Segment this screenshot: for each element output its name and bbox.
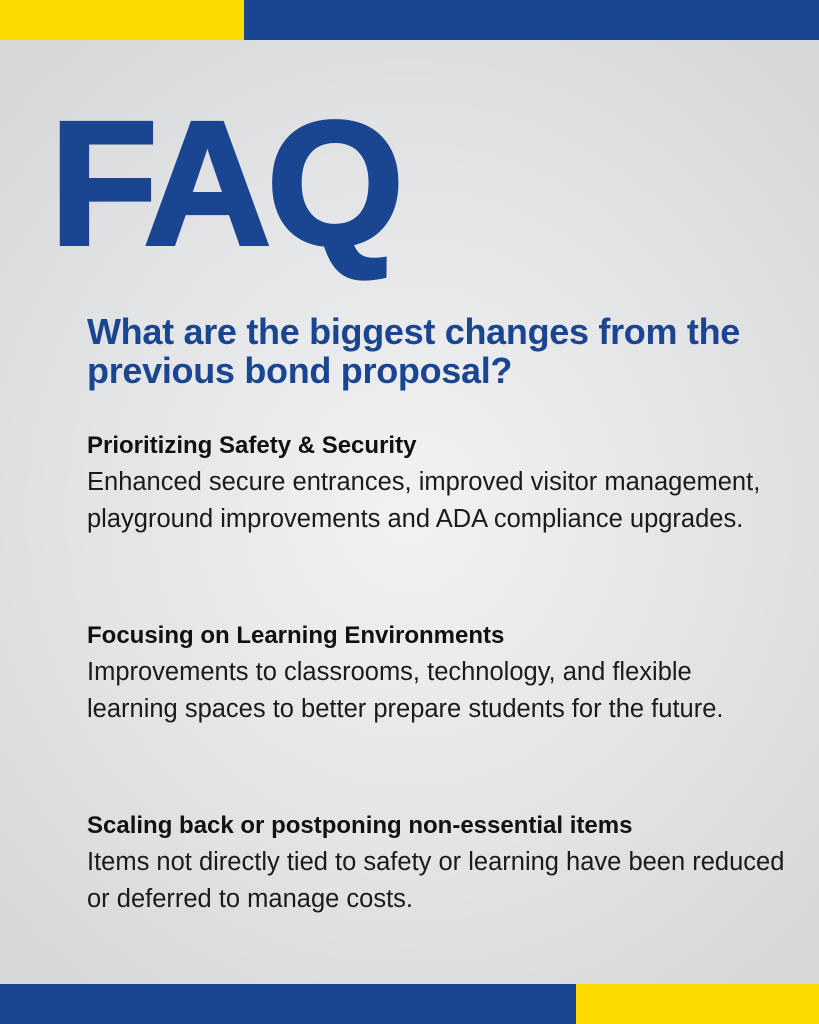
answer-section-learning bbox=[87, 618, 787, 728]
section-heading: Focusing on Learning Environments bbox=[87, 622, 505, 649]
section-body: Improvements to classrooms, technology, and flexible learning spaces to better prepare students for the future. bbox=[87, 658, 724, 723]
top-accent-bar bbox=[0, 0, 819, 40]
answer-section-safety bbox=[87, 428, 787, 538]
faq-question: What are the biggest changes from the previous bond proposal? bbox=[87, 311, 741, 391]
top-blue-segment bbox=[244, 0, 819, 40]
section-heading: Prioritizing Safety & Security bbox=[87, 432, 417, 459]
faq-title: FAQ bbox=[50, 86, 400, 282]
top-yellow-segment bbox=[0, 0, 244, 40]
section-body: Enhanced secure entrances, improved visitor management, playground improvements and ADA compliance upgrades. bbox=[87, 468, 761, 533]
section-body: Items not directly tied to safety or learning have been reduced or deferred to manage costs. bbox=[87, 848, 785, 913]
bottom-accent-bar bbox=[0, 984, 819, 1024]
bottom-yellow-segment bbox=[576, 984, 819, 1024]
section-heading: Scaling back or postponing non-essential items bbox=[87, 812, 633, 839]
bottom-blue-segment bbox=[0, 984, 576, 1024]
answer-section-scaling-back bbox=[87, 808, 787, 918]
